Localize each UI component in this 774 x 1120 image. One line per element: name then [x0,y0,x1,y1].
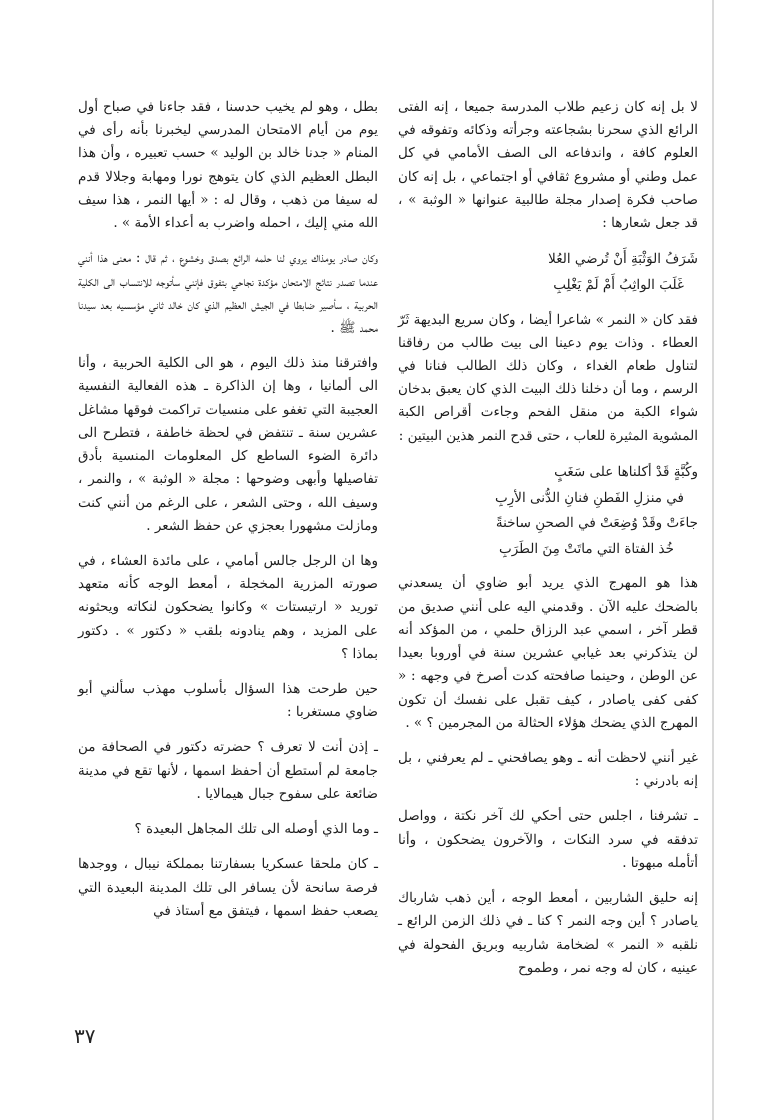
paragraph: هذا هو المهرج الذي يريد أبو ضاوي أن يسعدني بالضحك عليه الآن . وقدمني اليه على أنني صديق من قطر آخر ، اسمي عبد الرزاق حلمي ، من المؤكد أنه لن يتذكرني بعد غيابي عشرين سنة في أوروبا بعيدا عن الوطن ، وحينما صافحته كدت أصرخ في وجهه : « كفى كفى ياصادر ، كيف تقبل على نفسك أن تكون المهرج الذي يضحك هؤلاء الحثالة من المجرمين ؟ » . [398,575,698,731]
paragraph: حين طرحت هذا السؤال بأسلوب مهذب سألني أبو ضاوي مستغربا : [78,681,378,721]
poem-verse-block [398,460,698,563]
paragraph: وكان صادر يومذاك يروي لنا حلمه الرائع بصدق وخشوع ، ثم قال : معنى هذا أنني عندما تصدر نتائج الامتحان مؤكدة نجاحي بتفوق فإنني سأتوجه للانتساب الى الكلية الحربية ، سأصير ضابطا في الجيش العظيم الذي كان خالد ثاني مؤسسيه بعد سيدنا محمد ﷺ . [78,250,378,336]
right-text-column [398,96,698,992]
poem-line: جاءَتْ وقَدْ وُضِعَتْ في الصحنِ ساخنةً [495,515,698,532]
poem-line: خُذ الفتاة التي ماتَتْ مِنَ الطَرَبِ [499,540,674,557]
paragraph: فقد كان « النمر » شاعرا أيضا ، وكان سريع البديهة ثَرّ العطاء . وذات يوم دعينا الى بيت طالب من رفاقنا لتناول طعام الغداء ، وكان ذلك الطالب فنانا في الرسم ، وما أن دخلنا ذلك البيت الذي كان يعبق بدخان شواء الكبة من منقل الفحم وجاءت أقراص الكبة المشوية المثيرة للعاب ، حتى قدح النمر هذين البيتين : [398,311,698,444]
left-text-column [78,96,378,935]
paragraph: ـ كان ملحقا عسكريا بسفارتنا بمملكة نيبال ، ووجدها فرصة سانحة لأن يسافر الى تلك المدينة البعيدة التي يصعب حفظ اسمها ، فيتفق مع أستاذ في [78,856,378,919]
poem-line: شَرَفُ الوَثْبَةِ أَنْ تُرضي العُلا [548,251,698,268]
poem-line: غَلَبَ الواثِبُ أَمْ لَمْ يَغْلِبِ [553,276,684,293]
paragraph: ـ إذن أنت لا تعرف ؟ حضرته دكتور في الصحافة من جامعة لم أستطع أن أحفظ اسمها ، لأنها تقع في مدينة ضائعة على سفوح جبال هيمالايا . [78,739,378,802]
paragraph: وافترقنا منذ ذلك اليوم ، هو الى الكلية الحربية ، وأنا الى ألمانيا ، وها إن الذاكرة ـ هذه الفعالية النفسية العجيبة التي تغفو على منسيات تراكمت فوقها مشاغل عشرين سنة ـ تنتفض في لحظة خاطفة ، فتطرح الى دائرة الضوء الساطع كل المعلومات المنسية بأدق تفاصيلها وأبهى وضوحها : مجلة « الوثبة » ، والنمر ، وسيف الله ، وحتى الشعر ، على الرغم من أنني كنت ومازلت مشهورا بعجزي عن حفظ الشعر . [78,355,378,534]
paragraph: ـ وما الذي أوصله الى تلك المجاهل البعيدة ؟ [134,821,378,838]
paragraph: وها ان الرجل جالس أمامي ، على مائدة العشاء ، في صورته المزرية المخجلة ، أمعط الوجه كأنه متعهد توريد « ارتيستات » وكانوا يضحكون لنكاته ويحثونه على المزيد ، وهم ينادونه بلقب « دكتور » . دكتور بماذا ؟ [78,552,378,662]
poem-line: وكُبَّةٍ قَدْ أكلناها على سَغَبٍ [554,463,698,480]
paragraph: غير أنني لاحظت أنه ـ وهو يصافحني ـ لم يعرفني ، بل إنه بادرني : [398,750,698,790]
page-edge-line [712,0,714,1120]
paragraph: ـ تشرفنا ، اجلس حتى أحكي لك آخر نكتة ، وواصل تدفقه في سرد النكات ، والآخرون يضحكون ، وأنا أتأمله مبهوتا . [398,808,698,871]
page-number: ٣٧ [74,1024,96,1048]
paragraph: لا بل إنه كان زعيم طلاب المدرسة جميعا ، إنه الفتى الرائع الذي سحرنا بشجاعته وجرأته وذكائه وتفوقه في العلوم كافة ، واندفاعه الى الصف الأمامي في كل عمل وطني أو مشروع ثقافي أو اجتماعي ، بل إنه كان صاحب فكرة إصدار مجلة طالبية عنوانها « الوثبة » ، قد جعل شعارها : [398,99,698,232]
poem-verse-block [398,247,698,298]
poem-line: في منزلِ الفَطنِ فنانِ الدُّنى الأرِبِ [495,489,684,506]
paragraph: إنه حليق الشاربين ، أمعط الوجه ، أين ذهب شارباك ياصادر ؟ أين وجه النمر ؟ كنا ـ في ذلك الزمن الرائع ـ نلقبه « النمر » لضخامة شاربيه وبريق الفحولة في عينيه ، كان له وجه نمر ، وطموح [398,890,698,976]
paragraph: بطل ، وهو لم يخيب حدسنا ، فقد جاءنا في صباح أول يوم من أيام الامتحان المدرسي ليخبرنا بأنه رأى في المنام « جدنا خالد بن الوليد » حسب تعبيره ، وأن هذا البطل العظيم الذي كان يتوهج نورا ومهابة وجلالا قدم له سيفا من ذهب ، وقال له : « أيها النمر ، هذا سيف الله مني إليك ، احمله واضرب به أعداء الأمة » . [78,99,378,232]
